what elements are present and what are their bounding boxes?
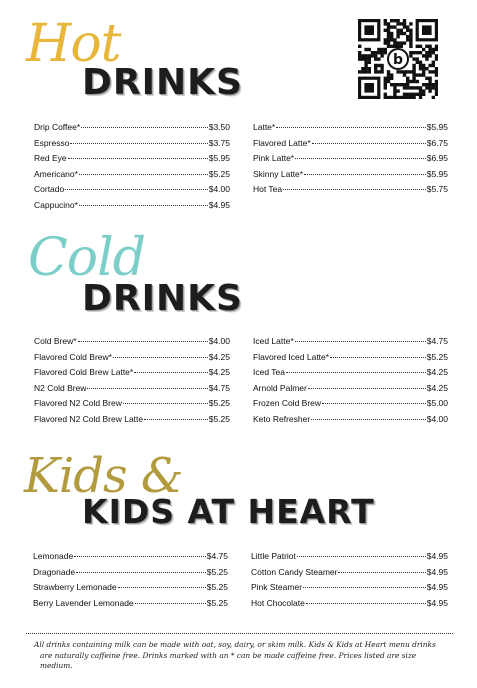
menu-item-price: $5.25 [426,351,448,362]
menu-item [253,182,448,198]
menu-item-price: $6.75 [426,137,448,148]
menu-item-price: $5.75 [426,184,448,194]
menu-item-name: N2 Cold Brew [34,382,87,393]
footer-note-line-2: are naturally caffeine free. Drinks marked with an * can be made caffeine free. Prices listed are size medium. [40,650,417,670]
dot-leader [283,189,426,190]
dot-leader [118,587,206,588]
menu-item [34,167,230,183]
dot-leader [70,143,207,144]
footer-note [34,640,444,672]
menu-item-name: Americano* [34,168,78,179]
dot-leader [338,572,425,573]
menu-item [34,381,230,397]
hot-menu-right-column [253,120,448,198]
dot-leader [79,174,208,175]
menu-item-name: Flavored Iced Latte* [253,351,330,362]
menu-item-name: Strawberry Lemonade [33,582,117,592]
menu-item-name: Skinny Latte* [253,168,304,179]
dot-leader [81,127,208,128]
dot-leader [312,143,426,144]
dot-leader [276,127,426,128]
menu-item-price: $4.25 [208,351,230,362]
menu-item [251,580,448,596]
menu-item-name: Iced Tea [253,367,285,377]
menu-item-name: Flavored Cold Brew* [34,351,112,362]
menu-item-price: $6.95 [426,153,448,163]
dot-leader [303,587,426,588]
menu-item [251,596,448,612]
menu-item-name: Espresso [34,137,70,148]
menu-item-name: Cortado [34,184,65,194]
menu-item [251,549,448,565]
menu-item-price: $4.95 [426,582,448,592]
menu-item-price: $4.95 [426,551,448,561]
menu-item-name: Arnold Palmer [253,382,307,393]
menu-item [34,151,230,167]
dot-leader [330,357,426,358]
menu-item-price: $3.75 [208,137,230,148]
menu-item [33,549,228,565]
menu-item-name: Cappucino* [34,199,78,210]
menu-item-price: $5.95 [426,122,448,132]
menu-item-name: Pink Steamer [251,582,303,592]
menu-item-price: $4.00 [426,413,448,424]
menu-item-price: $4.75 [208,382,230,393]
hot-script-heading: Hot [26,14,121,74]
menu-item-price: $5.95 [426,168,448,179]
menu-item-price: $5.25 [206,582,228,592]
menu-item-price: $5.25 [208,398,230,408]
menu-item [34,412,230,428]
footer-divider [26,633,453,634]
menu-item-name: Little Patriot [251,551,296,561]
menu-item [34,334,230,350]
menu-item [33,596,228,612]
dot-leader [65,189,207,190]
menu-item-price: $5.00 [426,398,448,408]
menu-item-name: Flavored Latte* [253,137,311,148]
qr-center-letter: b [392,52,404,68]
kids-menu-left-column [33,549,228,611]
dot-leader [297,556,426,557]
menu-item-name: Hot Tea [253,184,283,194]
menu-item-name: Iced Latte* [253,336,294,346]
menu-item [33,580,228,596]
menu-item [34,365,230,381]
menu-item [253,396,448,412]
kids-at-heart-heading: KIDS AT HEART [82,492,375,531]
menu-item-price: $4.00 [208,336,230,346]
menu-item [253,334,448,350]
menu-item [34,136,230,152]
menu-item-price: $4.25 [426,382,448,393]
cold-menu-right-column [253,334,448,427]
menu-item-price: $5.25 [206,566,228,577]
dot-leader [113,357,208,358]
menu-item-name: Cotton Candy Steamer [251,566,338,577]
menu-item-price: $3.50 [208,122,230,132]
menu-item [34,182,230,198]
dot-leader [306,603,426,604]
dot-leader [134,372,208,373]
menu-item [251,565,448,581]
menu-item-name: Flavored N2 Cold Brew [34,398,122,408]
menu-item-price: $4.95 [426,566,448,577]
dot-leader [68,158,208,159]
footer-note-line-1: All drinks containing milk can be made with oat, soy, dairy, or skim milk. Kids & Kids at Heart menu drinks [34,640,436,649]
dot-leader [295,158,426,159]
menu-item-price: $5.25 [208,168,230,179]
dot-leader [311,419,426,420]
dot-leader [76,572,206,573]
menu-item-price: $4.25 [426,367,448,377]
menu-item [34,396,230,412]
hot-drinks-heading: DRINKS [82,62,243,103]
menu-item-price: $5.95 [208,153,230,163]
menu-item-price: $4.95 [426,597,448,608]
dot-leader [123,403,208,404]
menu-item [253,365,448,381]
dot-leader [74,556,206,557]
dot-leader [135,603,206,604]
dot-leader [79,205,208,206]
menu-item [253,381,448,397]
menu-item-price: $4.75 [206,551,228,561]
menu-item-name: Cold Brew* [34,336,77,346]
dot-leader [286,372,426,373]
dot-leader [308,388,426,389]
dot-leader [78,341,208,342]
menu-item-name: Latte* [253,122,276,132]
qr-code-icon[interactable] [358,19,438,99]
menu-item-name: Hot Chocolate [251,597,305,608]
menu-item [253,136,448,152]
menu-item-name: Lemonade [33,551,74,561]
menu-item-name: Berry Lavender Lemonade [33,597,134,608]
menu-item-price: $4.75 [426,336,448,346]
dot-leader [144,419,208,420]
menu-item-name: Frozen Cold Brew [253,398,322,408]
kids-menu-right-column [251,549,448,611]
menu-item-price: $4.00 [208,184,230,194]
cold-menu-left-column [34,334,230,427]
menu-item-price: $5.25 [208,413,230,424]
menu-item [34,198,230,214]
cold-drinks-heading: DRINKS [82,278,243,319]
dot-leader [322,403,426,404]
menu-item-name: Pink Latte* [253,153,295,163]
cold-script-heading: Cold [28,228,146,288]
dot-leader [304,174,426,175]
menu-item-name: Red Eye [34,153,67,163]
menu-item [34,120,230,136]
menu-item [253,151,448,167]
menu-item-price: $5.25 [206,597,228,608]
menu-item-name: Drip Coffee* [34,122,81,132]
hot-menu-left-column [34,120,230,213]
menu-item-price: $4.95 [208,199,230,210]
dot-leader [295,341,426,342]
menu-item [253,120,448,136]
menu-item [253,350,448,366]
menu-item [34,350,230,366]
menu-item-name: Keto Refresher [253,413,311,424]
menu-item [253,167,448,183]
menu-item-name: Flavored Cold Brew Latte* [34,367,134,377]
menu-item-name: Flavored N2 Cold Brew Latte [34,413,144,424]
kids-script-heading: Kids & [24,448,183,504]
menu-item [33,565,228,581]
menu-item-name: Dragonade [33,566,76,577]
menu-item-price: $4.25 [208,367,230,377]
menu-item [253,412,448,428]
dot-leader [87,388,207,389]
